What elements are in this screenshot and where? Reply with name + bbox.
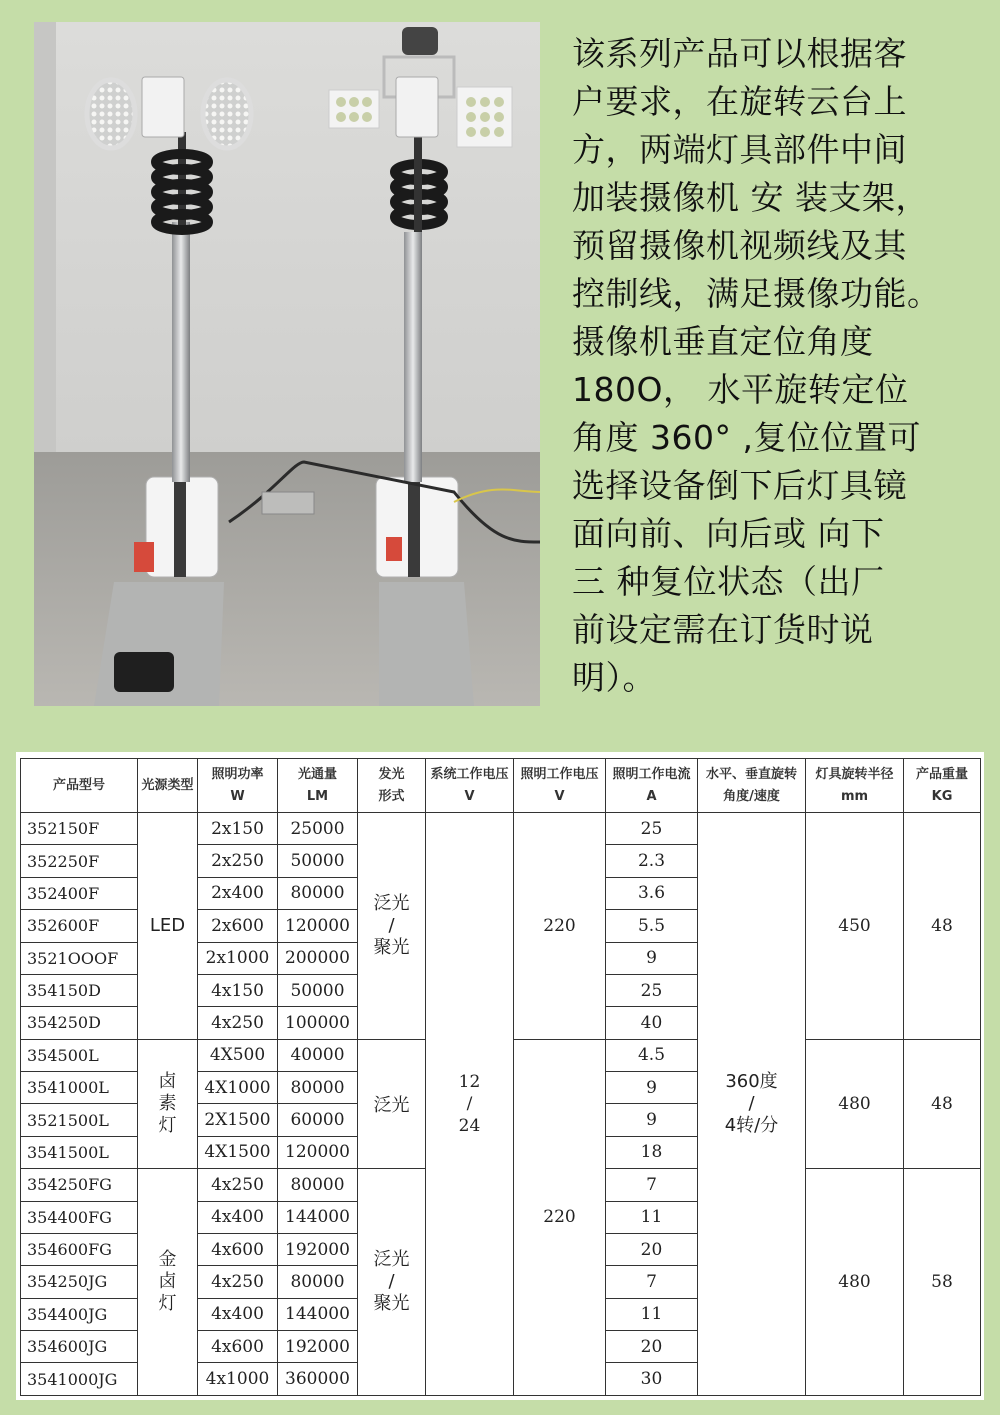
cell-weight-c: 58 (904, 1169, 981, 1396)
cell-model: 352400F (21, 877, 138, 909)
description-line: 面向前、向后或 向下 (572, 514, 885, 553)
light-tower-illustration (34, 22, 540, 706)
cell-radius-a: 450 (806, 813, 904, 1040)
cell-model: 354250FG (21, 1169, 138, 1201)
header-model: 产品型号 (21, 759, 138, 813)
cell-emit-b: 泛光 (358, 1039, 426, 1169)
cell-current: 5.5 (606, 910, 698, 942)
cell-model: 354400FG (21, 1201, 138, 1233)
cell-power: 2X1500 (198, 1104, 278, 1136)
description-line: 摄像机垂直定位角度 (572, 322, 874, 361)
cell-model: 3521500L (21, 1104, 138, 1136)
header-emit: 发光 形式 (358, 759, 426, 813)
cell-model: 3541500L (21, 1136, 138, 1168)
cell-flux: 144000 (278, 1298, 358, 1330)
cell-power: 4x600 (198, 1331, 278, 1363)
cell-lighting-voltage-b: 220 (514, 1039, 606, 1395)
cell-flux: 40000 (278, 1039, 358, 1071)
header-current: 照明工作电流 A (606, 759, 698, 813)
description-line: 户要求，在旋转云台上 (572, 82, 907, 121)
cell-source-halogen: 卤 素 灯 (138, 1039, 198, 1169)
cell-power: 2x400 (198, 877, 278, 909)
cell-current: 9 (606, 942, 698, 974)
cell-power: 2x600 (198, 910, 278, 942)
header-flux: 光通量 LM (278, 759, 358, 813)
cell-model: 352250F (21, 845, 138, 877)
cell-current: 11 (606, 1201, 698, 1233)
header-system-voltage: 系统工作电压 V (426, 759, 514, 813)
cell-rotation: 360度 / 4转/分 (698, 813, 806, 1396)
cell-system-voltage: 12 / 24 (426, 813, 514, 1396)
description-line: 角度 360° ,复位位置可 (572, 418, 921, 457)
description-line: 前设定需在订货时说 (572, 610, 874, 649)
cell-power: 4x600 (198, 1233, 278, 1265)
cell-model: 354600FG (21, 1233, 138, 1265)
cell-radius-c: 480 (806, 1169, 904, 1396)
cell-source-metal: 金 卤 灯 (138, 1169, 198, 1396)
header-rotation: 水平、垂直旋转 角度/速度 (698, 759, 806, 813)
cell-flux: 80000 (278, 1169, 358, 1201)
description-line: 加装摄像机 安 装支架， (572, 178, 929, 217)
cell-current: 3.6 (606, 877, 698, 909)
description-line: 180O， 水平旋转定位 (572, 370, 909, 409)
cell-flux: 360000 (278, 1363, 358, 1396)
cell-current: 2.3 (606, 845, 698, 877)
cell-flux: 60000 (278, 1104, 358, 1136)
cell-model: 354400JG (21, 1298, 138, 1330)
cell-power: 4x400 (198, 1201, 278, 1233)
cell-model: 354600JG (21, 1331, 138, 1363)
header-radius: 灯具旋转半径 mm (806, 759, 904, 813)
cell-emit-a: 泛光 / 聚光 (358, 813, 426, 1040)
cell-source-led: LED (138, 813, 198, 1040)
cell-current: 9 (606, 1104, 698, 1136)
cell-current: 25 (606, 813, 698, 845)
cell-power: 4x1000 (198, 1363, 278, 1396)
cell-power: 4X1500 (198, 1136, 278, 1168)
header-light-source: 光源类型 (138, 759, 198, 813)
table-header-row (21, 759, 981, 813)
cell-power: 4x250 (198, 1007, 278, 1039)
cell-power: 4x250 (198, 1266, 278, 1298)
header-weight: 产品重量 KG (904, 759, 981, 813)
cell-power: 2x1000 (198, 942, 278, 974)
cell-emit-c: 泛光 / 聚光 (358, 1169, 426, 1396)
cell-power: 2x150 (198, 813, 278, 845)
cell-weight-b: 48 (904, 1039, 981, 1169)
cell-flux: 80000 (278, 1266, 358, 1298)
cell-flux: 200000 (278, 942, 358, 974)
cell-flux: 120000 (278, 910, 358, 942)
cell-lighting-voltage-a: 220 (514, 813, 606, 1040)
product-photo (34, 22, 540, 706)
cell-current: 25 (606, 974, 698, 1006)
cell-current: 9 (606, 1072, 698, 1104)
cell-power: 2x250 (198, 845, 278, 877)
cell-current: 11 (606, 1298, 698, 1330)
cell-flux: 50000 (278, 845, 358, 877)
cell-flux: 80000 (278, 1072, 358, 1104)
product-description (572, 30, 992, 702)
table-row (21, 813, 981, 845)
cell-current: 40 (606, 1007, 698, 1039)
description-line: 选择设备倒下后灯具镜 (572, 466, 907, 505)
cell-model: 3541000L (21, 1072, 138, 1104)
cell-model: 354150D (21, 974, 138, 1006)
cell-current: 7 (606, 1169, 698, 1201)
cell-flux: 100000 (278, 1007, 358, 1039)
cell-model: 352150F (21, 813, 138, 845)
description-line: 三 种复位状态（出厂 (572, 562, 885, 601)
cell-flux: 50000 (278, 974, 358, 1006)
cell-current: 20 (606, 1233, 698, 1265)
description-line: 控制线，满足摄像功能。 (572, 274, 941, 313)
cell-flux: 80000 (278, 877, 358, 909)
cell-model: 3521OOOF (21, 942, 138, 974)
cell-model: 3541000JG (21, 1363, 138, 1396)
spec-table (20, 758, 981, 1396)
cell-current: 18 (606, 1136, 698, 1168)
description-line: 该系列产品可以根据客 (572, 34, 907, 73)
description-line: 方，两端灯具部件中间 (572, 130, 907, 169)
cell-flux: 25000 (278, 813, 358, 845)
description-line: 预留摄像机视频线及其 (572, 226, 907, 265)
cell-power: 4x150 (198, 974, 278, 1006)
spec-table-panel (16, 752, 984, 1400)
cell-power: 4x250 (198, 1169, 278, 1201)
cell-current: 20 (606, 1331, 698, 1363)
cell-current: 4.5 (606, 1039, 698, 1071)
cell-model: 352600F (21, 910, 138, 942)
cell-flux: 120000 (278, 1136, 358, 1168)
cell-radius-b: 480 (806, 1039, 904, 1169)
cell-model: 354250JG (21, 1266, 138, 1298)
cell-model: 354500L (21, 1039, 138, 1071)
cell-flux: 192000 (278, 1331, 358, 1363)
cell-model: 354250D (21, 1007, 138, 1039)
cell-current: 30 (606, 1363, 698, 1396)
header-power: 照明功率 W (198, 759, 278, 813)
cell-flux: 144000 (278, 1201, 358, 1233)
cell-power: 4X1000 (198, 1072, 278, 1104)
cell-flux: 192000 (278, 1233, 358, 1265)
cell-weight-a: 48 (904, 813, 981, 1040)
cell-power: 4X500 (198, 1039, 278, 1071)
header-lighting-voltage: 照明工作电压 V (514, 759, 606, 813)
cell-power: 4x400 (198, 1298, 278, 1330)
cell-current: 7 (606, 1266, 698, 1298)
description-line: 明）。 (572, 658, 656, 697)
